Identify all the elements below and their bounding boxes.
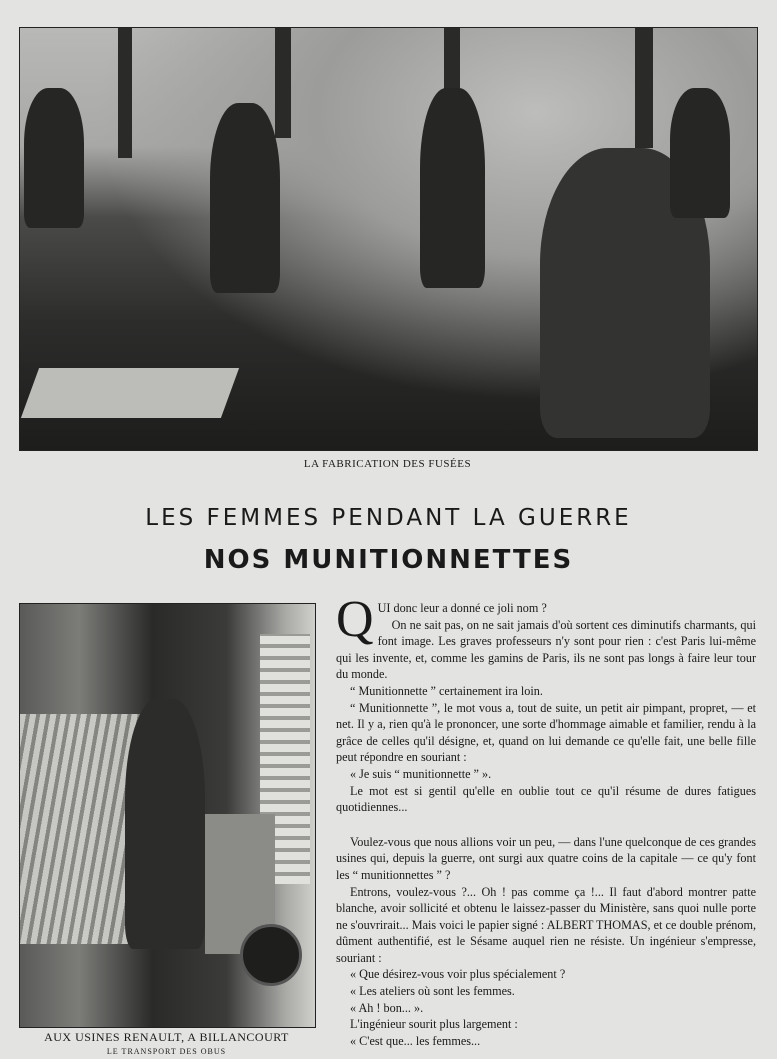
article-paragraph: « C'est que... les femmes... — [350, 1033, 481, 1048]
headline: LES FEMMES PENDANT LA GUERRE — [145, 505, 632, 531]
factory-photo-caption: LA FABRICATION DES FUSÉES — [303, 458, 472, 470]
article-paragraph: Entrons, voulez-vous ?... Oh ! pas comme ça !... Il faut d'abord montrer patte blanche, avoir sollicité et obtenu le laissez-passer du Ministère, sans quoi nulle porte ne s'ouvrirait... Mais voici le papier signé : ALBERT THOMAS, et ce double prénom, dûment authentifié, est le Sésame auquel rien ne résiste. Un ingénieur s'empresse, souriant : — [336, 884, 756, 965]
article-paragraph: « Je suis “ munitionnette ” ». — [350, 766, 492, 781]
factory-photo — [19, 27, 758, 451]
article-paragraph: Le mot est si gentil qu'elle en oublie tout ce qu'il résume de dures fatigues quotidiennes... — [336, 783, 756, 815]
article-paragraph: L'ingénieur sourit plus largement : — [350, 1017, 518, 1032]
article-paragraph: « Que désirez-vous voir plus spécialement ? — [350, 967, 566, 982]
article-paragraph: UI donc leur a donné ce joli nom ? — [377, 601, 547, 615]
shells-photo-caption: AUX USINES RENAULT, A BILLANCOURT — [44, 1030, 289, 1044]
article-paragraph: Voulez-vous que nous allions voir un peu, — dans l'une quelconque de ces grandes usines qui, depuis la guerre, ont surgi aux quatre coins de la capitale — ce qu'y font les “ munitionnettes ” ? — [336, 834, 756, 882]
article-paragraph: « Les ateliers où sont les femmes. — [350, 984, 515, 999]
shells-photo-subcaption: LE TRANSPORT DES OBUS — [106, 1047, 227, 1056]
article-paragraph: “ Munitionnette ”, le mot vous a, tout de suite, un petit air pimpant, propret, — et net. Il y a, rien qu'à le prononcer, une sorte d'hommage aimable et familier, rendu à la grâce de celles qu'il désigne, et, quand on lui demande ce qu'elle fait, une belle fille peut répondre en souriant : — [336, 700, 756, 765]
subheadline: NOS MUNITIONNETTES — [203, 545, 574, 575]
drop-cap: Q — [336, 591, 374, 648]
shells-photo — [19, 603, 316, 1028]
article-paragraph: On ne sait pas, on ne sait jamais d'où sortent ces diminutifs charmants, qui font image. Les graves professeurs n'y sont pour rien : c'est Paris lui-même qui les invente, et, comme les gamins de Paris, ils ne sont pas longs à faire leur tour du monde. — [336, 617, 756, 682]
article-body — [336, 591, 756, 1049]
article-paragraph: « Ah ! bon... ». — [350, 1000, 424, 1015]
article-paragraph: “ Munitionnette ” certainement ira loin. — [350, 683, 543, 698]
